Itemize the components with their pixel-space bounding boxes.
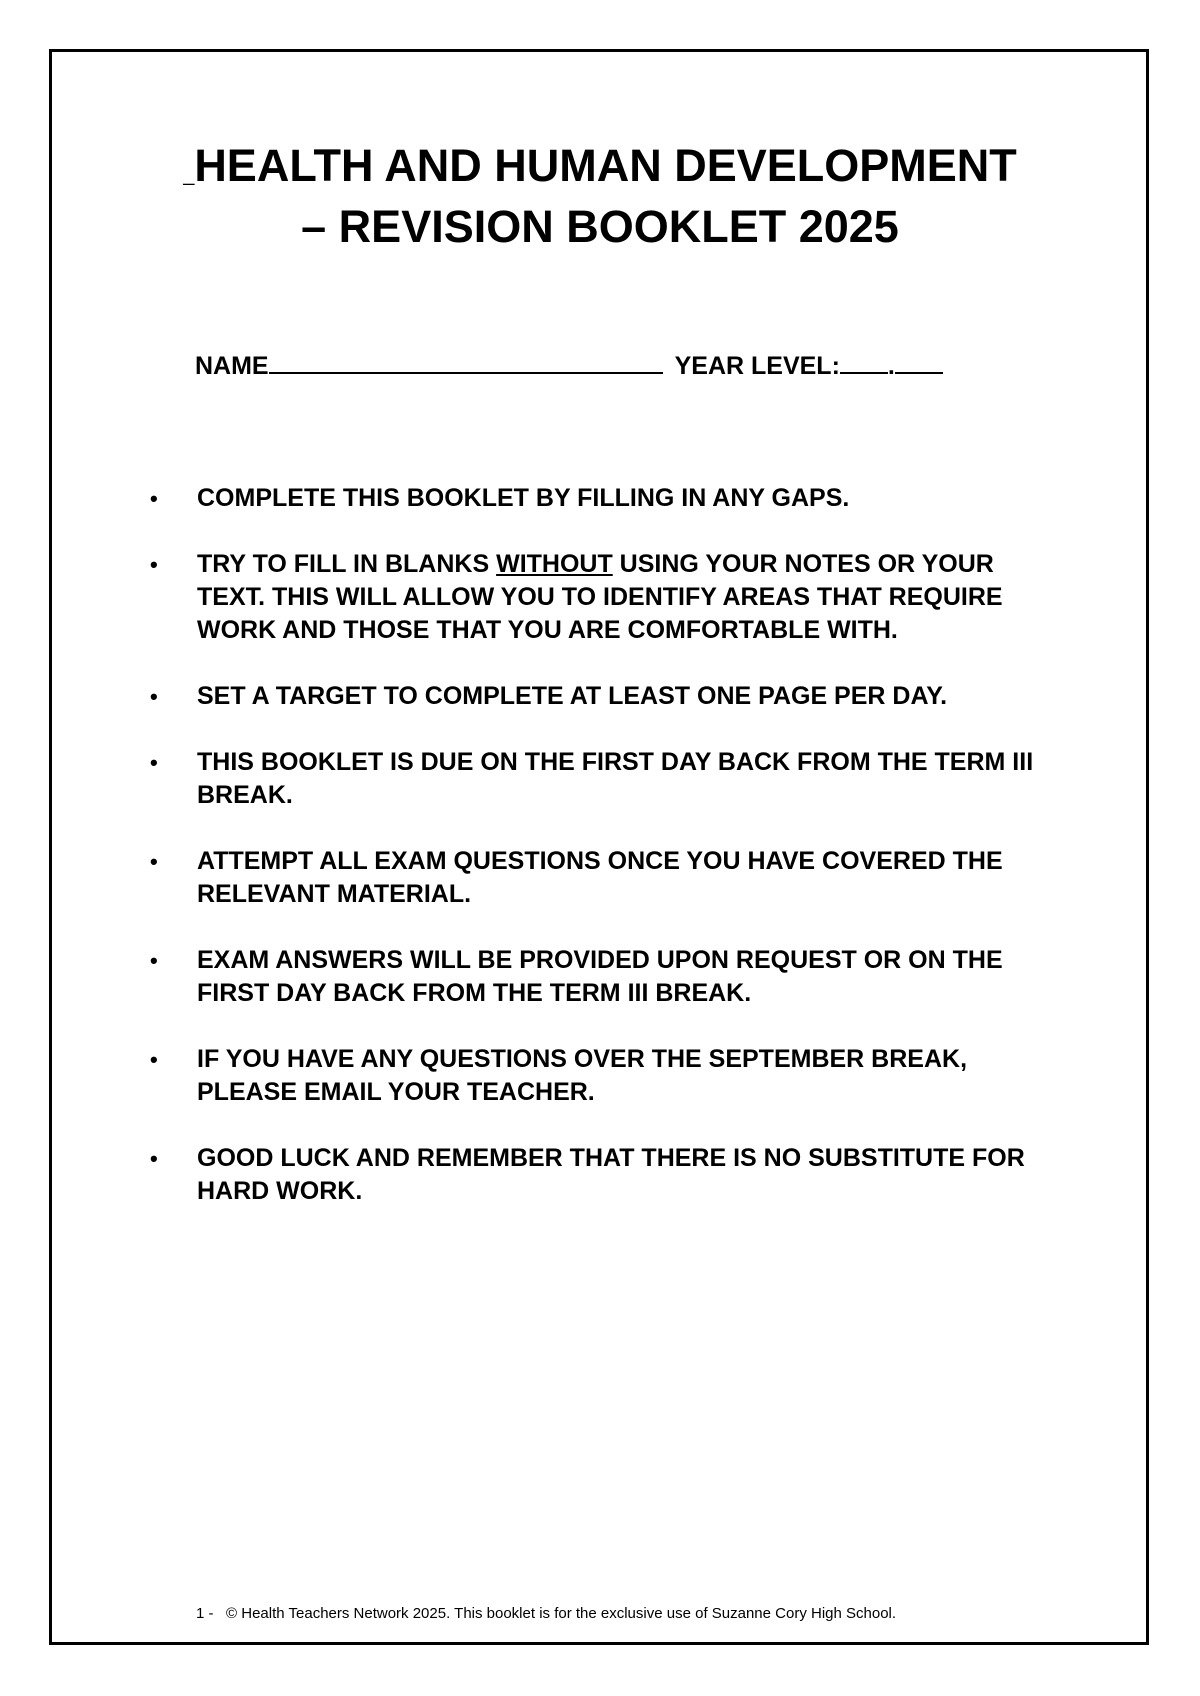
name-blank-line	[269, 350, 663, 374]
bullet-icon: •	[150, 486, 158, 511]
list-item	[140, 1043, 1060, 1109]
title-lead-mark: _	[183, 164, 195, 186]
list-item	[140, 1142, 1060, 1208]
bullet-icon: •	[150, 552, 158, 577]
instructions-list	[140, 482, 1060, 1241]
list-item	[140, 548, 1060, 647]
list-item	[140, 482, 1060, 515]
list-item	[140, 845, 1060, 911]
bullet-icon: •	[150, 684, 158, 709]
instruction-text: SET A TARGET TO COMPLETE AT LEAST ONE PAGE PER DAY.	[197, 682, 948, 710]
instruction-text: EXAM ANSWERS WILL BE PROVIDED UPON REQUEST OR ON THE FIRST DAY BACK FROM THE TERM III BREAK.	[197, 946, 1003, 1007]
copyright-notice: © Health Teachers Network 2025. This booklet is for the exclusive use of Suzanne Cory High School.	[226, 1605, 897, 1622]
year-level-blank-2	[895, 350, 943, 374]
list-item	[140, 680, 1060, 713]
page-footer	[196, 1605, 896, 1623]
bullet-icon: •	[150, 1047, 158, 1072]
page-title	[100, 140, 1100, 253]
year-level-separator: .	[887, 352, 895, 380]
list-item	[140, 746, 1060, 812]
bullet-icon: •	[150, 849, 158, 874]
instruction-text: COMPLETE THIS BOOKLET BY FILLING IN ANY GAPS.	[197, 484, 850, 512]
page-number: 1 -	[196, 1605, 214, 1622]
year-level-blank-1	[840, 350, 888, 374]
bullet-icon: •	[150, 948, 158, 973]
bullet-icon: •	[150, 750, 158, 775]
instruction-text: GOOD LUCK AND REMEMBER THAT THERE IS NO SUBSTITUTE FOR HARD WORK.	[197, 1144, 1025, 1205]
name-label: NAME	[195, 352, 269, 380]
instruction-text-after: USING YOUR NOTES OR YOUR TEXT. THIS WILL ALLOW YOU TO IDENTIFY AREAS THAT REQUIRE WORK AND THOSE THAT YOU ARE COMFORTABLE WITH.	[197, 550, 1003, 644]
instruction-text-before: TRY TO FILL IN BLANKS	[197, 550, 497, 578]
instruction-text: ATTEMPT ALL EXAM QUESTIONS ONCE YOU HAVE COVERED THE RELEVANT MATERIAL.	[197, 847, 1003, 908]
name-year-row	[195, 350, 943, 381]
instruction-emphasis: WITHOUT	[496, 550, 613, 578]
instruction-text: IF YOU HAVE ANY QUESTIONS OVER THE SEPTEMBER BREAK, PLEASE EMAIL YOUR TEACHER.	[197, 1045, 968, 1106]
list-item	[140, 944, 1060, 1010]
bullet-icon: •	[150, 1146, 158, 1171]
instruction-text: THIS BOOKLET IS DUE ON THE FIRST DAY BACK FROM THE TERM III BREAK.	[197, 748, 1034, 809]
title-line-2: – REVISION BOOKLET 2025	[301, 201, 899, 252]
year-level-label: YEAR LEVEL:	[674, 352, 840, 380]
title-line-1: HEALTH AND HUMAN DEVELOPMENT	[194, 140, 1017, 191]
